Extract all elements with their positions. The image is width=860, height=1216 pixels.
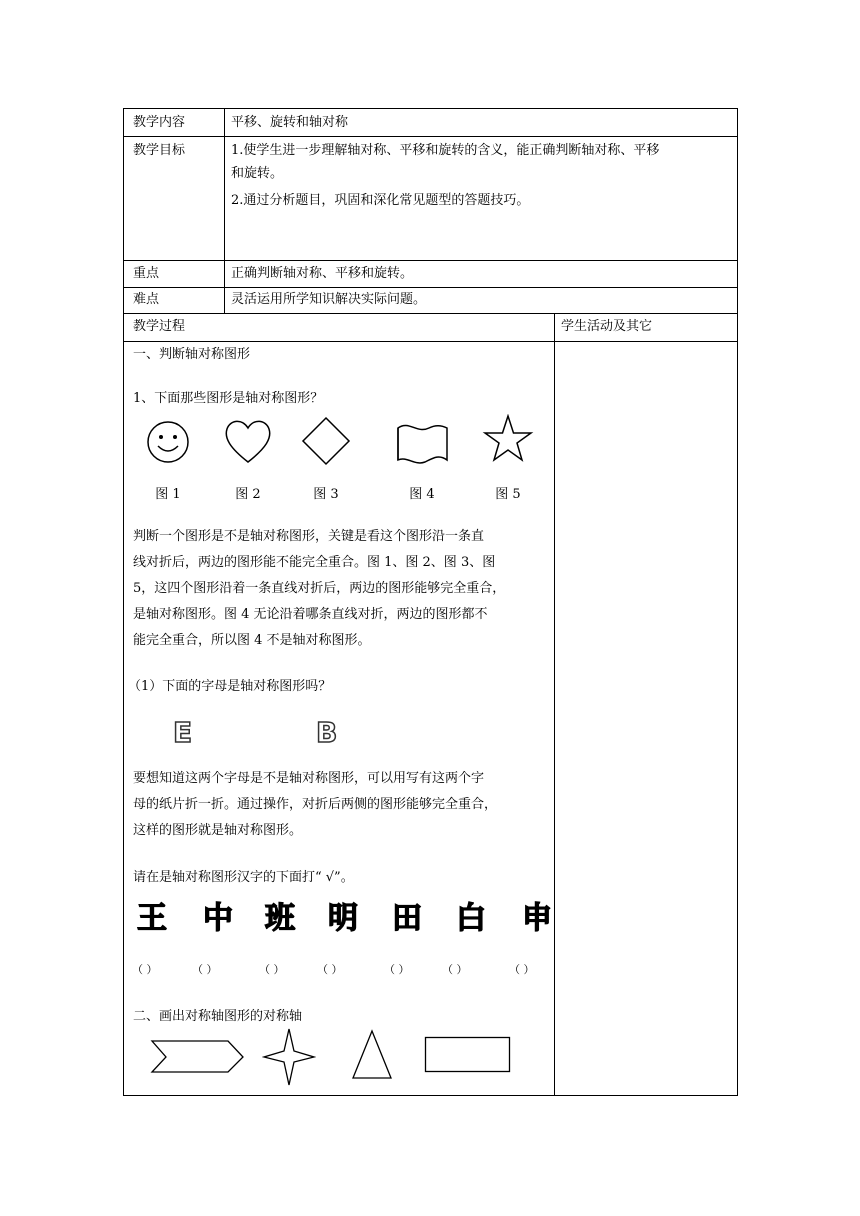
answer-blank[interactable]: （ ）: [317, 963, 343, 976]
question-1-1: （1）下面的字母是轴对称图形吗？: [128, 679, 332, 694]
four-point-star-icon: [262, 1027, 316, 1087]
explain-line: 5，这四个图形沿着一条直线对折后，两边的图形能够完全重合，: [133, 581, 506, 596]
answer-blank[interactable]: （ ）: [509, 963, 535, 976]
flag-icon: [395, 420, 451, 466]
row-divider: [124, 260, 737, 261]
section2-heading: 二、画出对称轴图形的对称轴: [133, 1009, 303, 1024]
goal-label: 教学目标: [133, 143, 186, 158]
rectangle-icon: [424, 1036, 512, 1074]
key-value: 正确判断轴对称、平移和旋转。: [231, 266, 414, 281]
explain-line: 是轴对称图形。图 4 无论沿着哪条直线对折，两边的图形都不: [133, 607, 488, 622]
char-shen: 申: [522, 901, 552, 936]
explain-line: 能完全重合，所以图 4 不是轴对称图形。: [133, 633, 371, 648]
caption-fig1: 图 1: [155, 487, 181, 502]
column-divider: [224, 109, 225, 313]
row-divider: [124, 341, 737, 342]
activity-label: 学生活动及其它: [561, 319, 653, 334]
diamond-icon: [300, 415, 352, 467]
column-divider: [554, 313, 555, 1096]
question-1: 1、下面那些图形是轴对称图形？: [133, 391, 324, 406]
char-ban: 班: [265, 901, 295, 936]
caption-fig4: 图 4: [409, 487, 435, 502]
smiley-face-icon: [145, 419, 191, 465]
goal-line1: 1.使学生进一步理解轴对称、平移和旋转的含义，能正确判断轴对称、平移: [231, 143, 660, 158]
process-label: 教学过程: [133, 319, 186, 334]
char-tian: 田: [392, 901, 422, 936]
row-divider: [124, 287, 737, 288]
char-zhong: 中: [203, 901, 233, 936]
answer-blank[interactable]: （ ）: [384, 963, 410, 976]
explain-line: 线对折后，两边的图形能不能完全重合。图 1、图 2、图 3、图: [133, 555, 496, 570]
answer-blank[interactable]: （ ）: [132, 963, 158, 976]
char-ming: 明: [328, 901, 358, 936]
answer-blank[interactable]: （ ）: [192, 963, 218, 976]
row-divider: [124, 136, 737, 137]
content-label: 教学内容: [133, 115, 186, 130]
letters-explain-line: 这样的图形就是轴对称图形。: [133, 823, 303, 838]
explain-line: 判断一个图形是不是轴对称图形，关键是看这个图形沿一条直: [133, 529, 485, 544]
goal-line1b: 和旋转。: [231, 166, 284, 181]
heart-icon: [222, 416, 274, 466]
lesson-plan-table: [123, 108, 738, 1096]
difficulty-label: 难点: [133, 292, 160, 307]
difficulty-value: 灵活运用所学知识解决实际问题。: [231, 292, 427, 307]
letter-e: E: [173, 716, 193, 749]
char-wang: 王: [137, 901, 167, 936]
caption-fig5: 图 5: [495, 487, 521, 502]
caption-fig3: 图 3: [313, 487, 339, 502]
caption-fig2: 图 2: [235, 487, 261, 502]
letters-explain-line: 母的纸片折一折。通过操作，对折后两侧的图形能够完全重合，: [133, 797, 498, 812]
row-divider: [124, 313, 737, 314]
answer-blank[interactable]: （ ）: [442, 963, 468, 976]
letter-b: B: [316, 716, 338, 749]
goal-line2: 2.通过分析题目，巩固和深化常见题型的答题技巧。: [231, 193, 530, 208]
triangle-icon: [350, 1029, 394, 1081]
letters-explain-line: 要想知道这两个字母是不是轴对称图形，可以用写有这两个字: [133, 771, 485, 786]
star-icon: [482, 414, 534, 464]
char-bai: 白: [456, 901, 486, 936]
arrow-banner-icon: [150, 1039, 246, 1075]
answer-blank[interactable]: （ ）: [259, 963, 285, 976]
content-value: 平移、旋转和轴对称: [231, 115, 349, 130]
instruction: 请在是轴对称图形汉字的下面打“ √”。: [133, 870, 354, 885]
key-label: 重点: [133, 266, 160, 281]
section1-heading: 一、判断轴对称图形: [133, 347, 251, 362]
